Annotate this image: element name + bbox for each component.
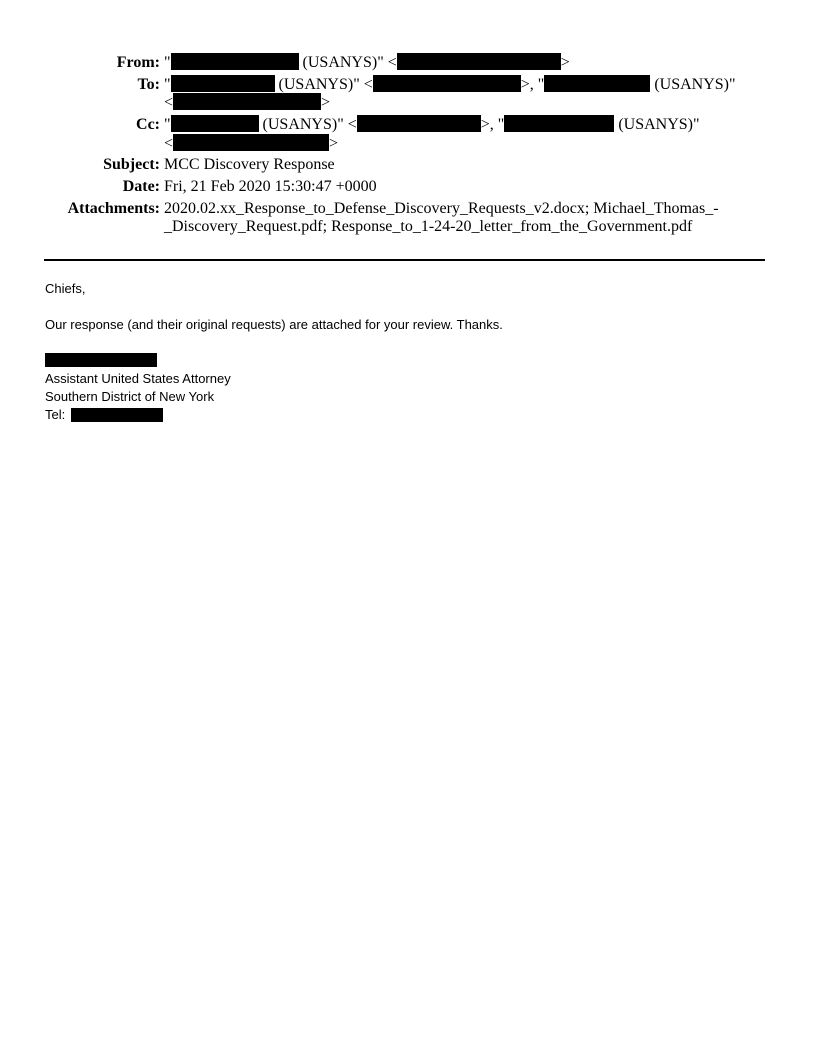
to-value: " (USANYS)" < >, " (USANYS)" (164, 76, 736, 93)
redaction-block (397, 53, 561, 70)
date-value: Fri, 21 Feb 2020 15:30:47 +0000 (164, 178, 377, 195)
email-body (45, 280, 503, 424)
subject-label: Subject: (103, 156, 160, 173)
redaction-block (171, 75, 275, 92)
attachments-line-1: 2020.02.xx_Response_to_Defense_Discovery_Requests_v2.docx; Michael_Thomas_- (164, 200, 719, 217)
signature-office: Southern District of New York (45, 389, 215, 404)
redaction-block (373, 75, 521, 92)
attachments-line-2: _Discovery_Request.pdf; Response_to_1-24-20_letter_from_the_Government.pdf (164, 218, 693, 235)
redaction-block (357, 115, 481, 132)
cc-value: " (USANYS)" < >, " (USANYS)" (164, 116, 700, 133)
signature-name (45, 352, 503, 370)
from-label: From: (116, 54, 160, 71)
cc-label: Cc: (136, 116, 160, 133)
redaction-block (504, 115, 614, 132)
redaction-block (173, 134, 329, 151)
message-text: Our response (and their original requests) are attached for your review. Thanks. (45, 317, 503, 332)
attachments-label: Attachments: (67, 200, 160, 217)
to-label: To: (137, 76, 160, 93)
greeting: Chiefs, (45, 281, 86, 296)
subject-value: MCC Discovery Response (164, 156, 335, 173)
tel-label: Tel: (45, 407, 66, 422)
signature-tel (45, 406, 503, 424)
signature-title: Assistant United States Attorney (45, 371, 231, 386)
date-label: Date: (122, 178, 160, 195)
redaction-block (544, 75, 650, 92)
from-value: " (USANYS)" < > (164, 54, 570, 71)
redaction-block (173, 93, 321, 110)
redaction-block (45, 353, 157, 367)
redaction-block (71, 408, 163, 422)
redaction-block (171, 53, 299, 70)
redaction-block (171, 115, 259, 132)
header-divider (44, 259, 765, 261)
